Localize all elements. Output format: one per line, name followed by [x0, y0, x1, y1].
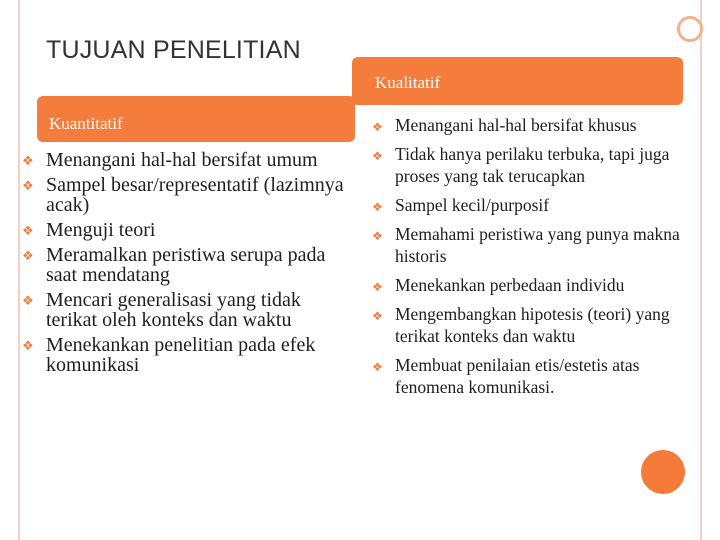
kuantitatif-item: [22, 150, 352, 170]
diamond-bullet-icon: ❖: [372, 200, 383, 214]
bottom-decor-circle: [641, 450, 685, 494]
kualitatif-item: [372, 114, 688, 136]
kuantitatif-item-text: Menguji teori: [46, 219, 156, 241]
kualitatif-list: [372, 114, 688, 405]
kuantitatif-item-text: Sampel besar/representatif (lazimnya acak): [46, 174, 344, 216]
kualitatif-item: [372, 354, 688, 398]
diamond-bullet-icon: ❖: [22, 153, 34, 168]
kualitatif-item: [372, 274, 688, 296]
kuantitatif-item-text: Meramalkan peristiwa serupa pada saat mendatang: [46, 244, 326, 286]
kualitatif-item: [372, 303, 688, 347]
diamond-bullet-icon: ❖: [22, 248, 34, 263]
diamond-bullet-icon: ❖: [22, 223, 34, 238]
kuantitatif-item-text: Menekankan penelitian pada efek komunikasi: [46, 334, 316, 376]
diamond-bullet-icon: ❖: [372, 149, 383, 163]
slide-title: TUJUAN PENELITIAN: [46, 36, 301, 64]
kualitatif-item-text: Menangani hal-hal bersifat khusus: [395, 115, 637, 135]
kualitatif-item: [372, 223, 688, 267]
diamond-bullet-icon: ❖: [22, 338, 34, 353]
kualitatif-item-text: Memahami peristiwa yang punya makna historis: [395, 224, 680, 266]
kualitatif-item: [372, 194, 688, 216]
diamond-bullet-icon: ❖: [372, 120, 383, 134]
kuantitatif-item: [22, 220, 352, 240]
kualitatif-item-text: Mengembangkan hipotesis (teori) yang terikat konteks dan waktu: [395, 304, 670, 346]
kualitatif-item-text: Tidak hanya perilaku terbuka, tapi juga proses yang tak terucapkan: [395, 144, 670, 186]
diamond-bullet-icon: ❖: [372, 229, 383, 243]
kualitatif-item: [372, 143, 688, 187]
right-decor-line: [700, 0, 702, 540]
kuantitatif-item-text: Mencari generalisasi yang tidak terikat oleh konteks dan waktu: [46, 289, 301, 331]
kualitatif-item-text: Sampel kecil/purposif: [395, 195, 550, 215]
diamond-bullet-icon: ❖: [372, 280, 383, 294]
kuantitatif-item-text: Menangani hal-hal bersifat umum: [46, 149, 318, 171]
kuantitatif-header: Kuantitatif: [37, 96, 355, 142]
kualitatif-item-text: Menekankan perbedaan individu: [395, 275, 625, 295]
kualitatif-header: Kualitatif: [352, 57, 683, 105]
diamond-bullet-icon: ❖: [22, 178, 34, 193]
kuantitatif-item: [22, 335, 352, 375]
kuantitatif-item: [22, 245, 352, 285]
kuantitatif-item: [22, 175, 352, 215]
left-decor-line: [18, 0, 20, 540]
top-decor-circle: [677, 16, 703, 42]
kuantitatif-item: [22, 290, 352, 330]
diamond-bullet-icon: ❖: [372, 309, 383, 323]
kualitatif-item-text: Membuat penilaian etis/estetis atas fenomena komunikasi.: [395, 355, 640, 397]
diamond-bullet-icon: ❖: [22, 293, 34, 308]
kuantitatif-list: [22, 150, 352, 380]
diamond-bullet-icon: ❖: [372, 360, 383, 374]
